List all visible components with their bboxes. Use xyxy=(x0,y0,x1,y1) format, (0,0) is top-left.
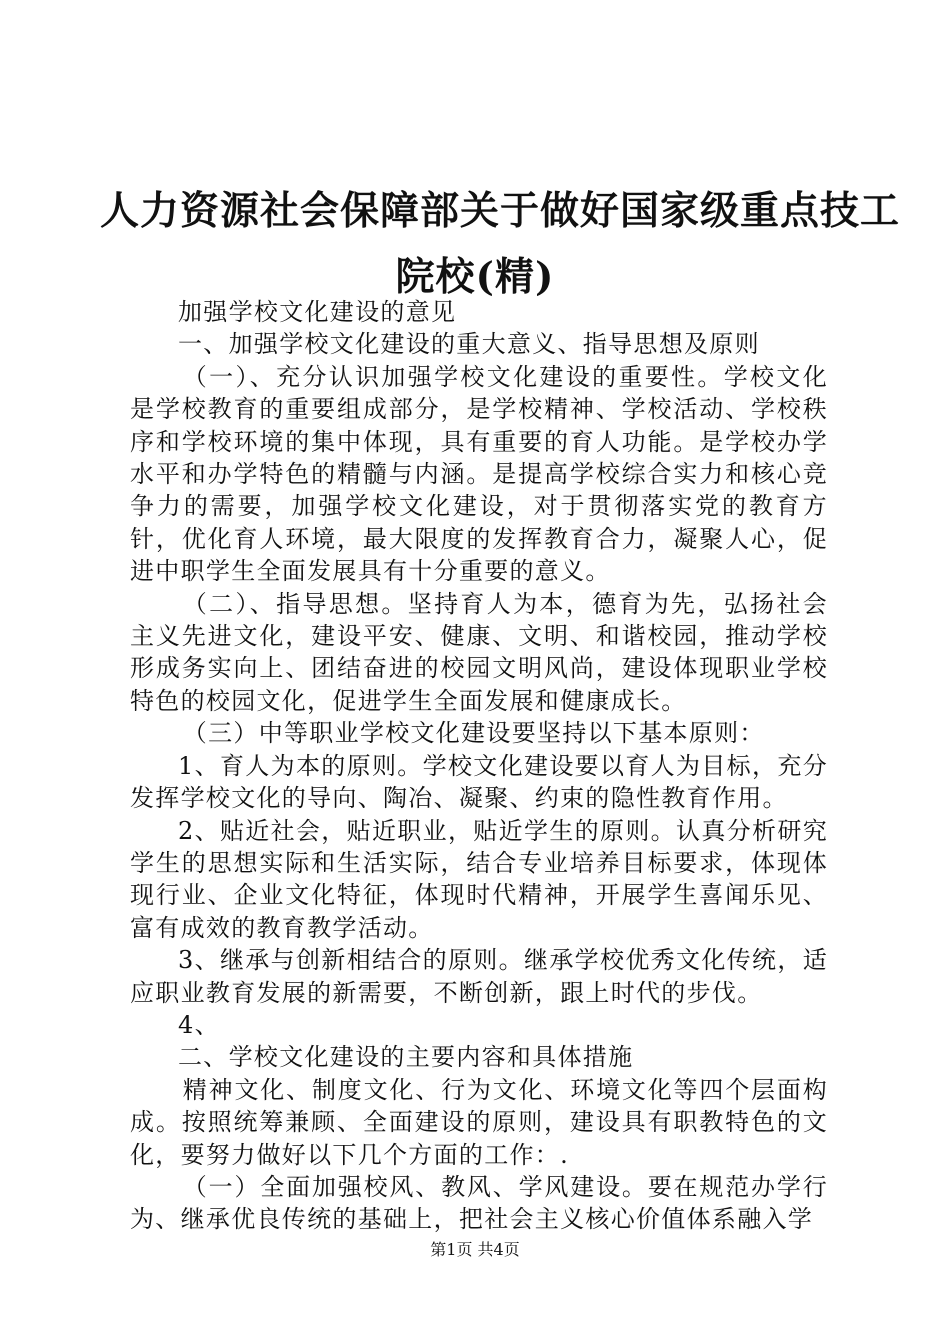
paragraph-item-2: （二）、指导思想。坚持育人为本，德育为先，弘扬社会主义先进文化，建设平安、健康、文明、和谐校园，推动学校形成务实向上、团结奋进的校园文明风尚，建设体现职业学校特色的校园文化，促进学生全面发展和健康成长。 xyxy=(130,589,828,715)
paragraph-section-one: 一、加强学校文化建设的重大意义、指导思想及原则 xyxy=(178,330,760,359)
paragraph-item-3: （三）中等职业学校文化建设要坚持以下基本原则： xyxy=(182,719,765,748)
paragraph-section-two: 二、学校文化建设的主要内容和具体措施 xyxy=(178,1043,634,1072)
paragraph-item-1: （一）、充分认识加强学校文化建设的重要性。学校文化是学校教育的重要组成部分，是学校精神、学校活动、学校秩序和学校环境的集中体现，具有重要的育人功能。是学校办学水平和办学特色的精髓与内涵。是提高学校综合实力和核心竞争力的需要，加强学校文化建设，对于贯彻落实党的教育方针，优化育人环境，最大限度的发挥教育合力，凝聚人心，促进中职学生全面发展具有十分重要的意义。 xyxy=(130,362,828,586)
title-line-1: 人力资源社会保障部关于做好国家级重点技工 xyxy=(100,188,901,234)
title-line-2: 院校(精) xyxy=(395,254,555,300)
paragraph-principle-3: 3、继承与创新相结合的原则。继承学校优秀文化传统，适应职业教育发展的新需要，不断创新，跟上时代的步伐。 xyxy=(130,946,828,1007)
page-footer: 第1页 共4页 xyxy=(430,1240,520,1259)
paragraph-content-intro: 精神文化、制度文化、行为文化、环境文化等四个层面构成。按照统筹兼顾、全面建设的原则，建设具有职教特色的文化，要努力做好以下几个方面的工作：. xyxy=(130,1075,828,1169)
document-body xyxy=(130,296,828,1236)
paragraph-principle-2: 2、贴近社会，贴近职业，贴近学生的原则。认真分析研究学生的思想实际和生活实际，结合专业培养目标要求，体现体现行业、企业文化特征，体现时代精神，开展学生喜闻乐见、富有成效的教育教学活动。 xyxy=(130,816,828,942)
paragraph-principle-4: 4、 xyxy=(178,1010,220,1039)
paragraph-measure-1: （一）全面加强校风、教风、学风建设。要在规范办学行为、继承优良传统的基础上，把社会主义核心价值体系融入学 xyxy=(130,1172,828,1234)
document-title xyxy=(100,178,901,310)
paragraph-principle-1: 1、育人为本的原则。学校文化建设要以育人为目标，充分发挥学校文化的导向、陶冶、凝聚、约束的隐性教育作用。 xyxy=(130,751,828,813)
paragraph-heading-opinion: 加强学校文化建设的意见 xyxy=(178,298,457,326)
